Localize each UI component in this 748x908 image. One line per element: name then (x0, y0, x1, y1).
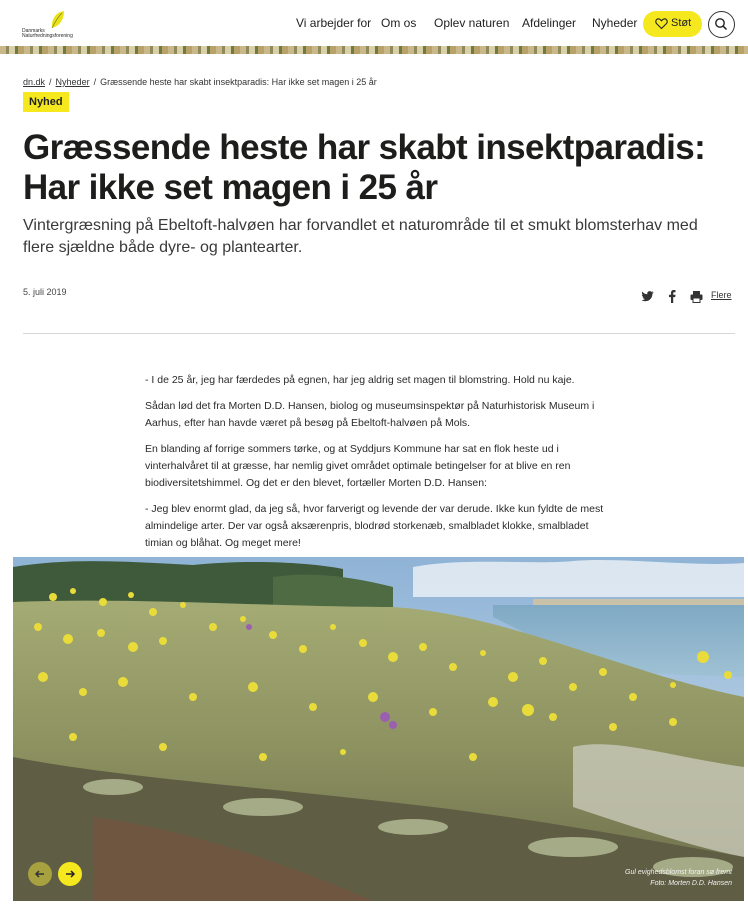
print-button[interactable] (690, 290, 703, 304)
facebook-share-button[interactable] (668, 290, 676, 304)
article-date: 5. juli 2019 (23, 287, 67, 297)
breadcrumb (23, 77, 377, 87)
article-paragraph: Sådan lød det fra Morten D.D. Hansen, biolog og museumsinspektør på Naturhistorisk Museum i Aarhus, efter han havde været på besøg på Ebeltoft-halvøen på Mols. (145, 400, 595, 429)
heart-icon (655, 17, 668, 30)
category-badge: Nyhed (23, 92, 69, 112)
breadcrumb-current: Græssende heste har skabt insektparadis: Har ikke set magen i 25 år (100, 77, 377, 87)
support-label: Støt (671, 17, 692, 29)
article-body (145, 372, 615, 561)
nav-item-nyheder[interactable]: Nyheder (592, 16, 638, 30)
nav-item-vi-arbejder-for[interactable]: Vi arbejder for (296, 16, 372, 30)
photo-caption (625, 867, 732, 889)
site-header (0, 0, 748, 46)
breadcrumb-separator: / (49, 77, 52, 87)
article-paragraph: En blanding af forrige sommers tørke, og at Syddjurs Kommune har sat en flok heste ud i vinterhalvåret til at græsse, har nemlig givet området optimale betingelser for at blive en ren biodiversitetshimmel. Og det er den blevet, fortæller Morten D.D. Hansen: (145, 443, 571, 489)
breadcrumb-separator: / (93, 77, 97, 87)
nav-item-afdelinger[interactable]: Afdelinger (522, 16, 577, 30)
facebook-icon (668, 290, 676, 303)
meadow-photo-illustration (13, 557, 744, 901)
logo-text: Danmarks Naturfredningsforening (22, 28, 73, 39)
more-share-link[interactable]: Flere (711, 290, 732, 300)
arrow-right-icon (64, 868, 76, 880)
arrow-left-icon (34, 868, 46, 880)
article-paragraph: - I de 25 år, jeg har færdedes på egnen, har jeg aldrig set magen til blomstring. Hold nu kaje. (145, 374, 575, 386)
nav-item-om-os[interactable]: Om os (381, 16, 417, 30)
twitter-icon (641, 290, 654, 302)
search-icon (714, 17, 728, 31)
photo-credit: Foto: Morten D.D. Hansen (650, 880, 732, 887)
header-grass-strip (0, 46, 748, 54)
article-subtitle: Vintergræsning på Ebeltoft-halvøen har forvandlet et naturområde til et smukt blomsterhav med flere sjældne både dyre- og plantearter. (23, 217, 698, 256)
search-button[interactable] (708, 11, 735, 38)
divider (23, 333, 735, 334)
photo-caption-text: Gul evighedsblomst foran sø fremt (625, 869, 732, 876)
nav-item-oplev-naturen[interactable]: Oplev naturen (434, 16, 510, 30)
previous-image-button[interactable] (28, 862, 52, 886)
article-paragraph: - Jeg blev enormt glad, da jeg så, hvor farverigt og levende der var derude. Ikke kun fyldte de mest almindelige arter. Der var også aksærenpris, blodrød storkenæb, smalbladet klokke, smalbladet timian og blåhat. Og meget mere! (145, 503, 604, 549)
leaf-logo-icon (49, 10, 65, 30)
next-image-button[interactable] (58, 862, 82, 886)
print-icon (690, 290, 703, 303)
breadcrumb-home-link[interactable]: dn.dk (23, 77, 46, 87)
twitter-share-button[interactable] (641, 290, 654, 304)
breadcrumb-section-link[interactable]: Nyheder (55, 77, 90, 87)
article-title: Græssende heste har skabt insektparadis: Har ikke set magen i 25 år (23, 128, 706, 207)
dn-logo[interactable] (22, 10, 82, 38)
article-photo (13, 557, 744, 901)
support-button[interactable] (643, 11, 702, 37)
